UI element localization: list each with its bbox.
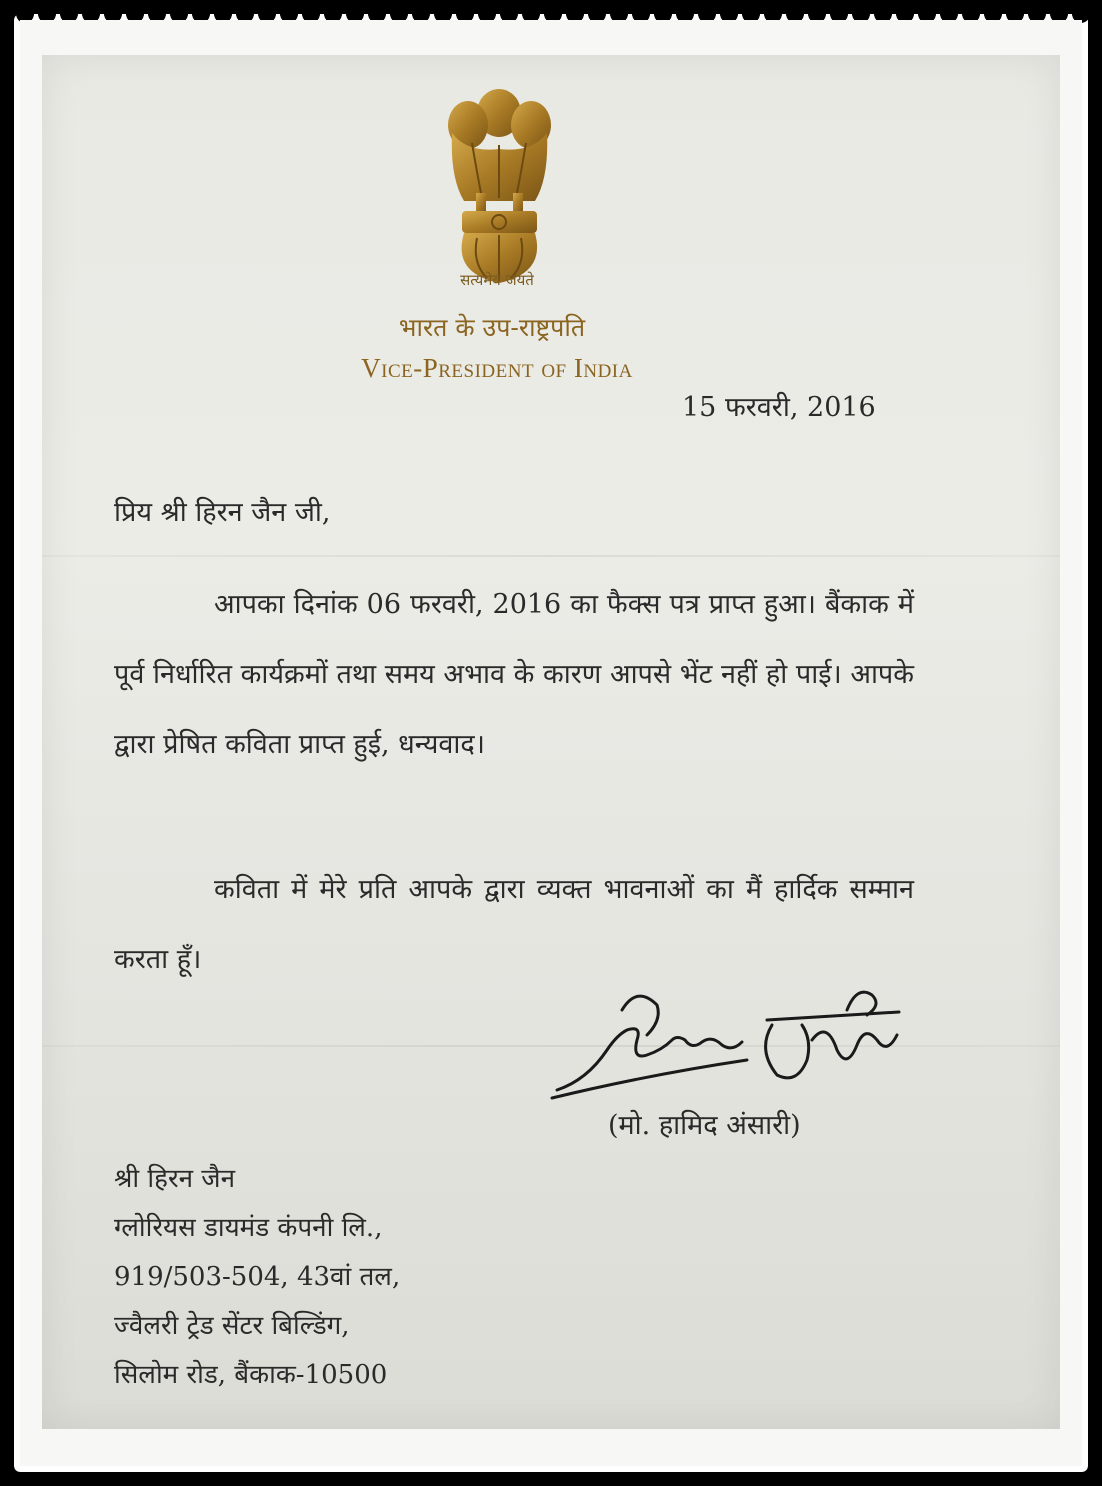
address-line: ज्वैलरी ट्रेड सेंटर बिल्डिंग, bbox=[114, 1311, 350, 1341]
national-motto: सत्यमेव जयते bbox=[460, 271, 534, 289]
office-title-hindi: भारत के उप-राष्ट्रपति bbox=[398, 313, 586, 342]
letter-date: 15 फरवरी, 2016 bbox=[682, 392, 876, 423]
address-line: श्री हिरन जैन bbox=[114, 1164, 235, 1194]
signatory-name: (मो. हामिद अंसारी) bbox=[608, 1110, 801, 1141]
salutation: प्रिय श्री हिरन जैन जी, bbox=[114, 497, 331, 528]
body-paragraph-2: कविता में मेरे प्रति आपके द्वारा व्यक्त भावनाओं का मैं हार्दिक सम्मान करता हूँ। bbox=[114, 874, 914, 975]
body-paragraph-1: आपका दिनांक 06 फरवरी, 2016 का फैक्स पत्र प्राप्त हुआ। बैंकाक में पूर्व निर्धारित कार्यक्रमों तथा समय अभाव के कारण आपसे भेंट नहीं हो पाई। आपके द्वारा प्रेषित कविता प्राप्त हुई, धन्यवाद। bbox=[114, 589, 914, 760]
address-line: ग्लोरियस डायमंड कंपनी लि., bbox=[114, 1213, 383, 1243]
letter-paper bbox=[42, 55, 1060, 1429]
ashoka-emblem-icon bbox=[442, 83, 557, 288]
handwritten-signature bbox=[547, 980, 907, 1110]
office-title-english: Vice-President of India bbox=[361, 353, 633, 383]
paper-fold-line bbox=[42, 555, 1060, 557]
address-line: 919/503-504, 43वां तल, bbox=[114, 1262, 401, 1292]
address-line: सिलोम रोड, बैंकाक-10500 bbox=[114, 1360, 388, 1390]
recipient-address bbox=[114, 1155, 400, 1400]
